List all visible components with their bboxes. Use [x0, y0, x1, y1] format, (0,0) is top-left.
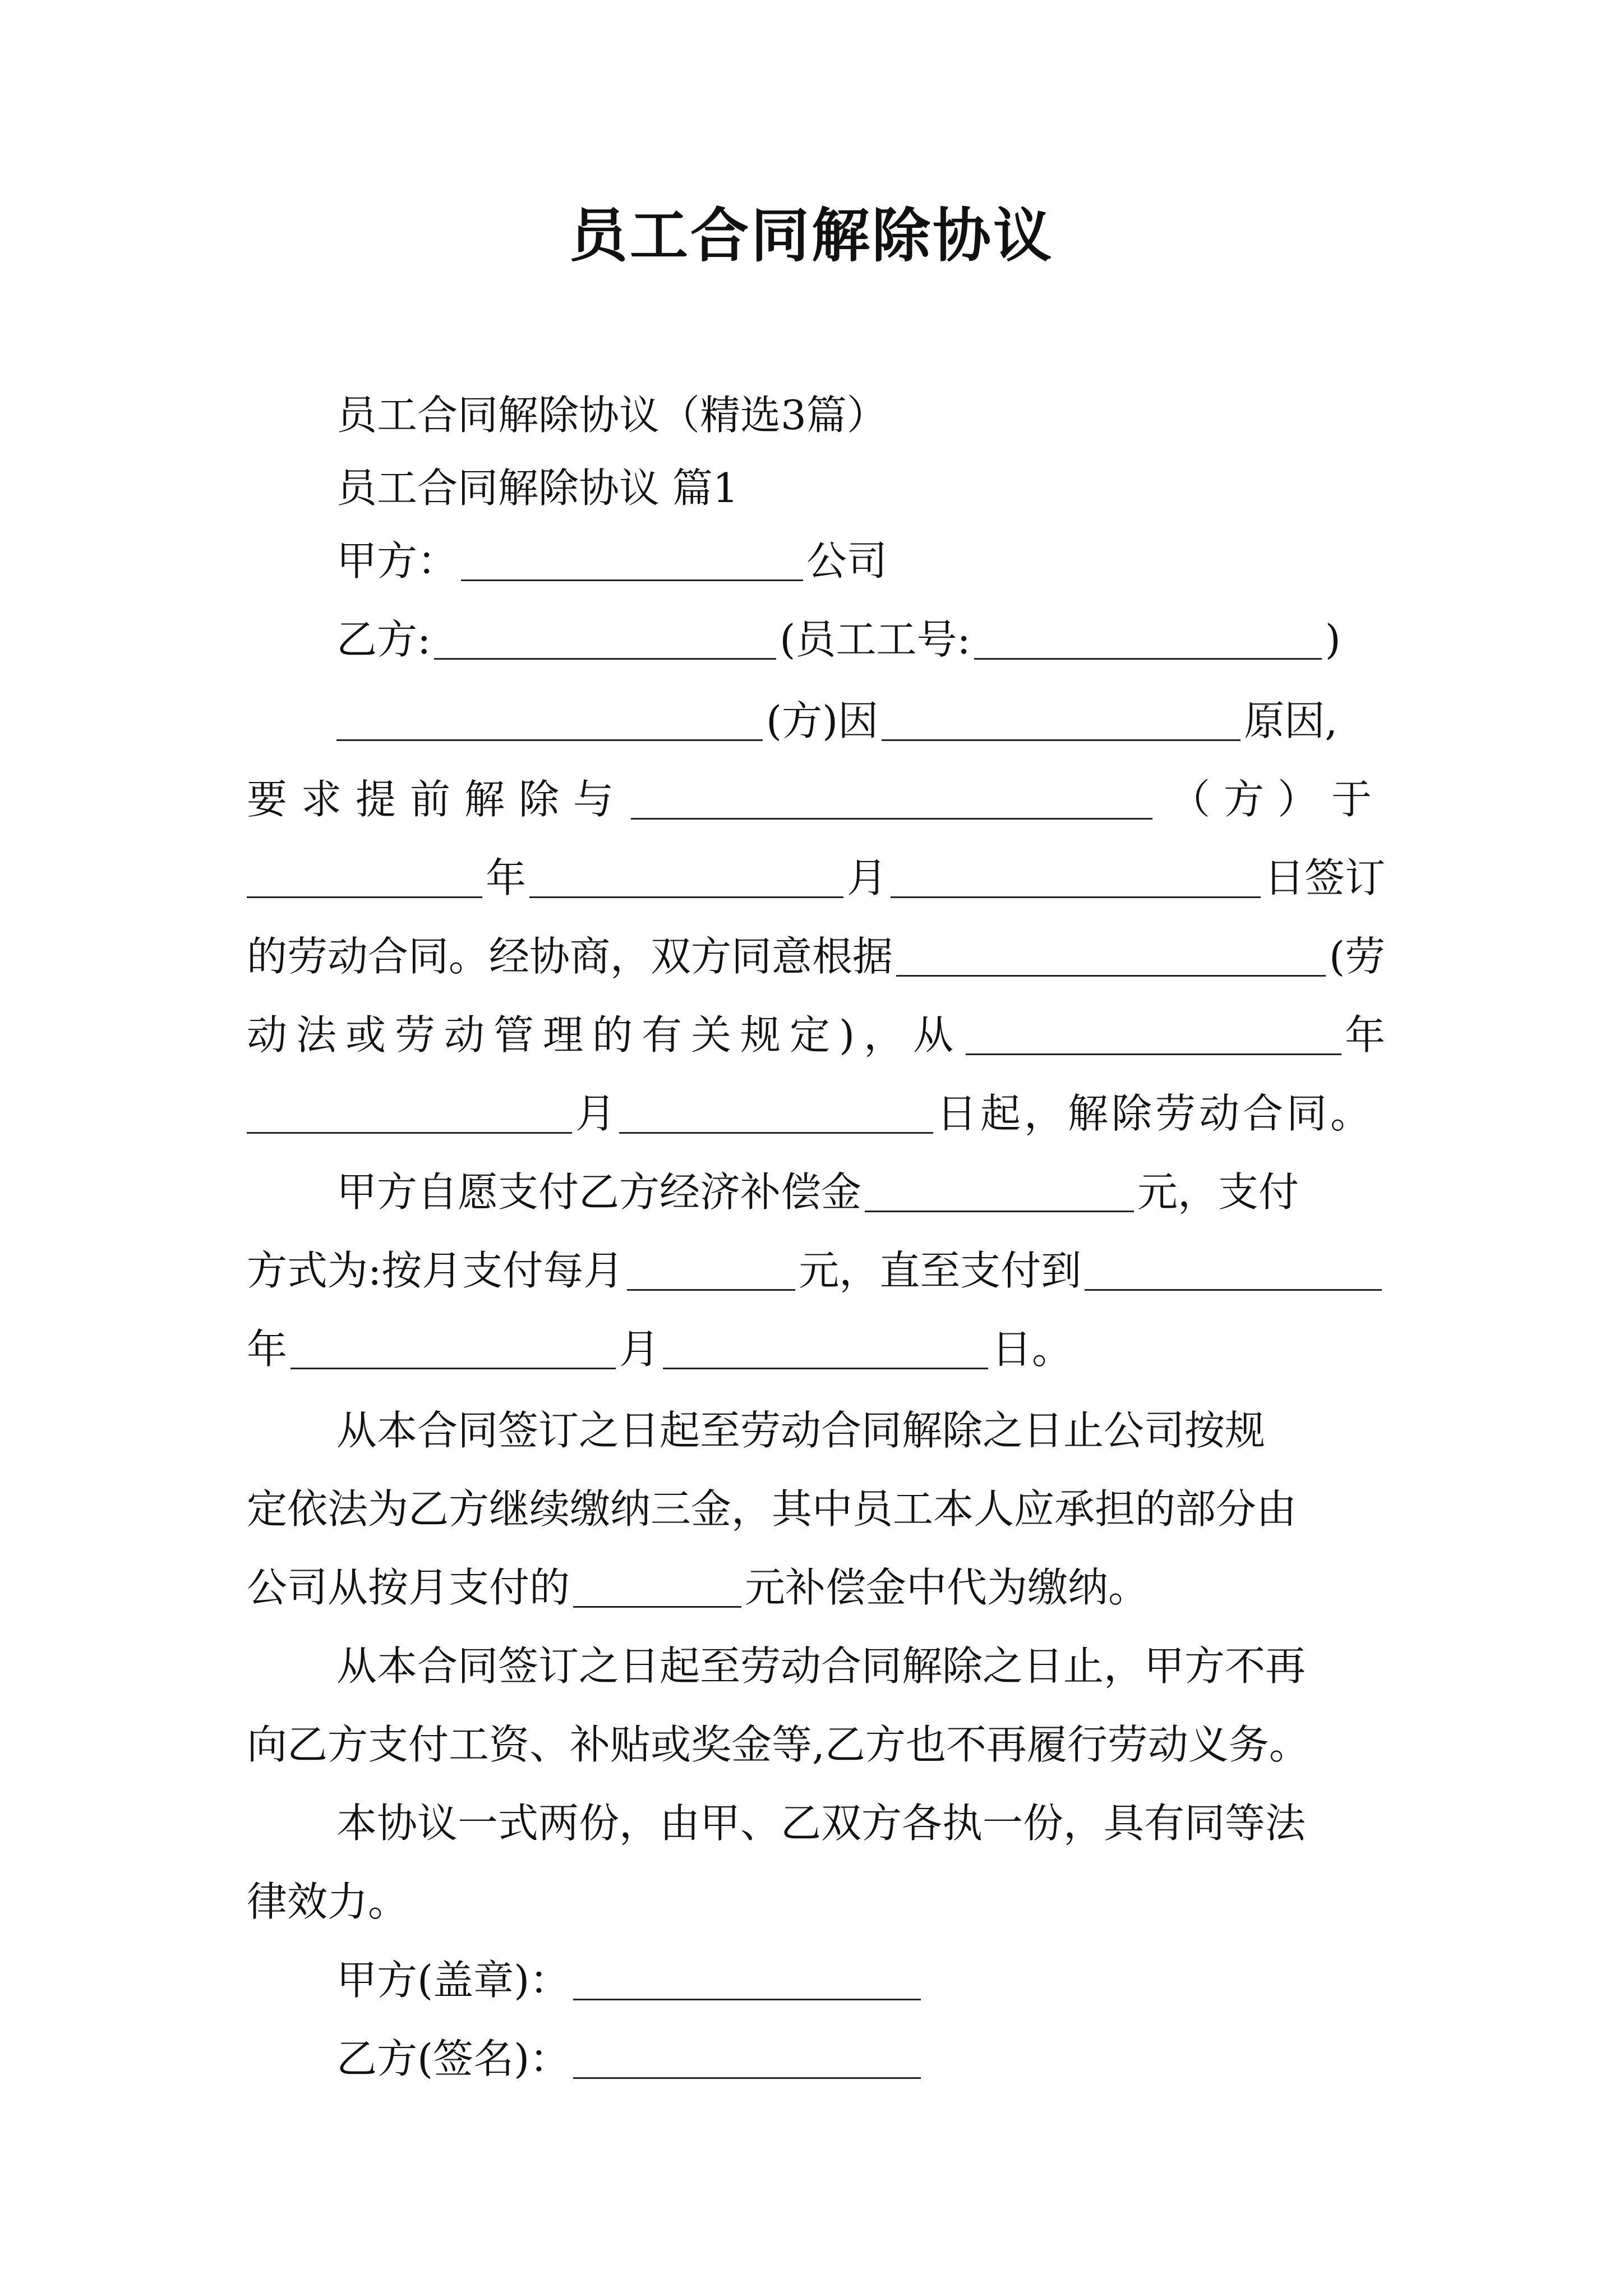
clause1-l6-month: 月: [575, 1090, 616, 1137]
clause2-until-day-blank[interactable]: [663, 1367, 988, 1369]
clause1-l2-char: 与: [573, 776, 614, 823]
party-a-seal-label: 甲方(盖章)：: [336, 1957, 570, 2004]
clause1-line2: [247, 771, 1385, 827]
clause2-l3-month: 月: [619, 1326, 660, 1373]
section-heading: 员工合同解除协议 篇1: [336, 464, 739, 512]
clause2-line1: [336, 1164, 1385, 1220]
clause1-l5-a: 动法或劳动管理的有关规定)，从: [247, 1011, 963, 1059]
section-heading-line: [336, 460, 1385, 516]
clause1-reason-blank[interactable]: [882, 739, 1241, 741]
clause1-sign-year-blank[interactable]: [247, 896, 482, 898]
clause3-line2: [247, 1481, 1385, 1537]
party-a-seal-blank[interactable]: [573, 1998, 921, 2000]
clause2-l2-b: 元，直至支付到: [799, 1247, 1082, 1294]
document-title: 员工合同解除协议: [569, 201, 1054, 270]
party-b-sign-label: 乙方(签名)：: [336, 2035, 570, 2082]
clause1-end-year-blank[interactable]: [966, 1053, 1341, 1055]
clause1-line5: [247, 1007, 1385, 1063]
clause1-l1-b: 原因,: [1244, 697, 1338, 744]
clause1-line6: [247, 1085, 1385, 1142]
party-b-line: [336, 611, 1385, 668]
clause3-line3: [247, 1559, 1385, 1616]
clause4-l1: 从本合同签订之日起至劳动合同解除之日止，甲方不再: [336, 1642, 1306, 1690]
clause1-l2-char: 除: [519, 776, 560, 823]
clause3-amount-blank[interactable]: [573, 1605, 741, 1608]
clause1-l6-tail: 日起，解除劳动合同。: [937, 1090, 1375, 1137]
clause1-l3-month: 月: [847, 854, 888, 901]
party-b-label: 乙方:: [336, 616, 431, 663]
clause4-l2: 向乙方支付工资、补贴或奖金等,乙方也不再履行劳动义务。: [247, 1721, 1310, 1768]
clause2-l1-b: 元，支付: [1137, 1168, 1299, 1216]
clause1-l5-year: 年: [1344, 1011, 1385, 1059]
clause1-l2-char: 求: [301, 776, 342, 823]
clause1-line3: [247, 850, 1385, 906]
clause2-line2: [247, 1243, 1385, 1299]
clause1-end-month-blank[interactable]: [247, 1131, 572, 1134]
party-a-line: [336, 533, 1385, 589]
clause2-until-year-blank[interactable]: [1085, 1289, 1382, 1291]
clause1-party-blank[interactable]: [336, 739, 763, 741]
clause1-line4: [247, 928, 1385, 984]
clause2-monthly-blank[interactable]: [627, 1289, 795, 1291]
clause3-line1: [336, 1402, 1385, 1458]
clause5-line2: [247, 1874, 1385, 1930]
party-b-sign-blank[interactable]: [573, 2077, 921, 2079]
clause1-l1-a: (方)因: [766, 697, 879, 744]
party-b-name-blank[interactable]: [434, 657, 776, 660]
clause1-sign-month-blank[interactable]: [529, 896, 843, 898]
party-b-id-open: (员工工号:: [780, 616, 971, 663]
clause3-l3-b: 元补偿金中代为缴纳。: [745, 1564, 1149, 1611]
party-b-id-close: ): [1325, 616, 1341, 663]
subtitle-line: [336, 387, 1385, 443]
clause1-counterparty-blank[interactable]: [631, 817, 1152, 820]
subtitle: 员工合同解除协议（精选3篇）: [336, 392, 887, 439]
clause1-basis-blank[interactable]: [896, 974, 1326, 977]
party-b-sign-line: [336, 2031, 1385, 2087]
party-a-suffix: 公司: [806, 537, 888, 585]
clause2-line3: [247, 1321, 1385, 1377]
clause1-l2-char: 前: [410, 776, 451, 823]
clause1-l2-b: （方）于: [1169, 776, 1385, 823]
clause5-l2: 律效力。: [247, 1878, 409, 1925]
clause3-l2: 定依法为乙方继续缴纳三金，其中员工本人应承担的部分由: [247, 1485, 1297, 1533]
clause1-l2-char: 解: [464, 776, 505, 823]
clause1-l4-a: 的劳动合同。经协商，双方同意根据: [247, 933, 893, 980]
clause1-sign-day-blank[interactable]: [891, 896, 1261, 898]
clause1-l3-day: 日签订: [1264, 854, 1385, 901]
clause2-until-month-blank[interactable]: [291, 1367, 616, 1369]
clause1-l2-char: 要: [247, 776, 288, 823]
clause1-end-day-blank[interactable]: [619, 1131, 933, 1134]
party-a-seal-line: [336, 1952, 1385, 2008]
clause3-l1: 从本合同签订之日起至劳动合同解除之日止公司按规: [336, 1407, 1266, 1454]
party-b-id-blank[interactable]: [974, 657, 1322, 660]
clause1-l4-b: (劳: [1329, 933, 1385, 980]
clause2-compensation-blank[interactable]: [865, 1210, 1134, 1212]
clause1-line1: [336, 693, 1385, 749]
clause5-l1: 本协议一式两份，由甲、乙双方各执一份，具有同等法: [336, 1800, 1306, 1847]
clause1-l2-char: 提: [356, 776, 396, 823]
clause4-line1: [336, 1638, 1385, 1694]
party-a-company-blank[interactable]: [461, 579, 803, 581]
clause4-line2: [247, 1717, 1385, 1773]
clause2-l3-year: 年: [247, 1326, 288, 1373]
clause1-l3-year: 年: [486, 854, 527, 901]
clause5-line1: [336, 1795, 1385, 1851]
clause2-l2-a: 方式为:按月支付每月: [247, 1247, 624, 1294]
clause3-l3-a: 公司从按月支付的: [247, 1564, 570, 1611]
clause2-l3-day: 日。: [992, 1326, 1073, 1373]
party-a-label: 甲方：: [336, 537, 458, 585]
clause2-l1-a: 甲方自愿支付乙方经济补偿金: [336, 1168, 862, 1216]
